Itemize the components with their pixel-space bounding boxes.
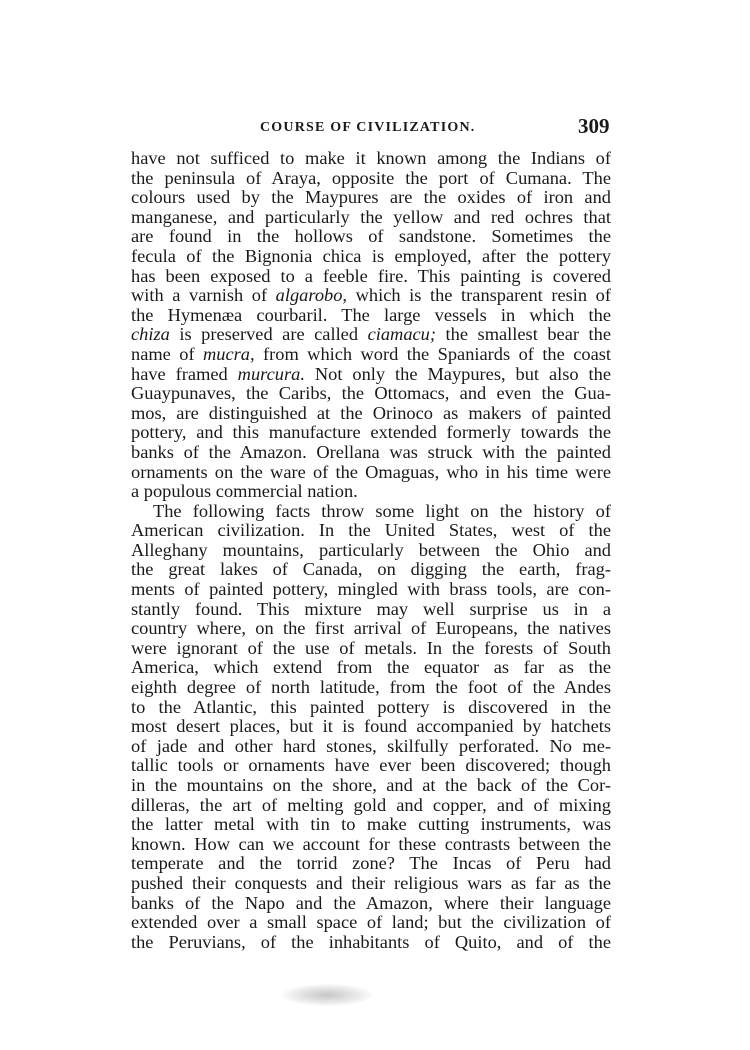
text-line: dilleras, the art of melting gold and copper, and of mixing <box>131 794 611 815</box>
text-line: most desert places, but it is found accompanied by hatchets <box>131 716 611 737</box>
text-line <box>131 345 611 365</box>
italic-term: algarobo, <box>275 285 348 306</box>
text-run: with a varnish of <box>131 285 276 306</box>
page-number: 309 <box>578 114 610 138</box>
text-line: has been exposed to a feeble fire. This painting is covered <box>131 265 611 286</box>
text-line: eighth degree of north latitude, from the foot of the Andes <box>131 677 611 698</box>
text-run: Not only the Maypures, but also the <box>304 363 611 384</box>
text-line: American civilization. In the United States, west of the <box>131 520 611 541</box>
text-line: America, which extend from the equator as far as the <box>131 657 611 678</box>
text-run: is preserved are called <box>169 324 368 345</box>
text-line: The following facts throw some light on the history of <box>153 500 611 521</box>
text-line <box>131 365 611 385</box>
text-run: the smallest bear the <box>436 324 611 345</box>
running-head: COURSE OF CIVILIZATION. <box>260 120 476 135</box>
text-line: banks of the Napo and the Amazon, where their language <box>131 892 611 913</box>
text-line: in the mountains on the shore, and at the back of the Cor- <box>131 775 611 795</box>
text-line: tallic tools or ornaments have ever been discovered; though <box>131 755 611 776</box>
italic-term: chiza <box>131 324 170 345</box>
body-text <box>131 149 611 952</box>
scan-smudge <box>282 984 372 1006</box>
text-line: temperate and the torrid zone? The Incas of Peru had <box>131 853 611 874</box>
text-line: the Hymenæa courbaril. The large vessels in which the <box>131 304 611 325</box>
text-line: have not sufficed to make it known among the Indians of <box>131 148 611 168</box>
italic-term: ciamacu; <box>367 324 437 345</box>
text-line: the Peruvians, of the inhabitants of Quito, and of the <box>131 931 611 952</box>
text-line: the latter metal with tin to make cutting instruments, was <box>131 814 611 835</box>
text-line: fecula of the Bignonia chica is employed, after the pottery <box>131 245 611 266</box>
text-run: from which word the Spaniards of the coast <box>254 343 611 364</box>
text-line: known. How can we account for these contrasts between the <box>131 833 611 854</box>
text-line: to the Atlantic, this painted pottery is discovered in the <box>131 696 611 717</box>
text-line: of jade and other hard stones, skilfully perforated. No me- <box>131 735 611 756</box>
text-line: the peninsula of Araya, opposite the port of Cumana. The <box>131 167 611 188</box>
text-line: pottery, and this manufacture extended formerly towards the <box>131 422 611 443</box>
text-line: mos, are distinguished at the Orinoco as makers of painted <box>131 402 611 423</box>
text-line: colours used by the Maypures are the oxides of iron and <box>131 187 611 208</box>
text-line: Alleghany mountains, particularly between the Ohio and <box>131 539 611 560</box>
text-line: extended over a small space of land; but the civilization of <box>131 912 611 933</box>
italic-term: murcura. <box>237 363 305 384</box>
text-run: name of <box>131 343 203 364</box>
text-line: ornaments on the ware of the Omaguas, who in his time were <box>131 461 611 482</box>
text-line: banks of the Amazon. Orellana was struck with the painted <box>131 441 611 462</box>
text-line: a populous commercial nation. <box>131 481 358 502</box>
text-line: Guaypunaves, the Caribs, the Ottomacs, and even the Gua- <box>131 383 611 404</box>
text-line: country where, on the first arrival of Europeans, the natives <box>131 618 611 639</box>
text-line: pushed their conquests and their religious wars as far as the <box>131 872 611 893</box>
text-line: the great lakes of Canada, on digging the earth, frag- <box>131 559 611 580</box>
text-line: were ignorant of the use of metals. In the forests of South <box>131 637 611 658</box>
text-line: ments of painted pottery, mingled with brass tools, are con- <box>131 579 611 600</box>
text-line: stantly found. This mixture may well surprise us in a <box>131 598 611 619</box>
text-run: have framed <box>131 363 238 384</box>
italic-term: mucra, <box>202 343 255 364</box>
text-line: manganese, and particularly the yellow and red ochres that <box>131 206 611 227</box>
text-line: are found in the hollows of sandstone. Sometimes the <box>131 226 611 247</box>
text-run: which is the transparent resin of <box>347 285 611 306</box>
text-line <box>131 325 611 345</box>
text-line <box>131 286 611 306</box>
